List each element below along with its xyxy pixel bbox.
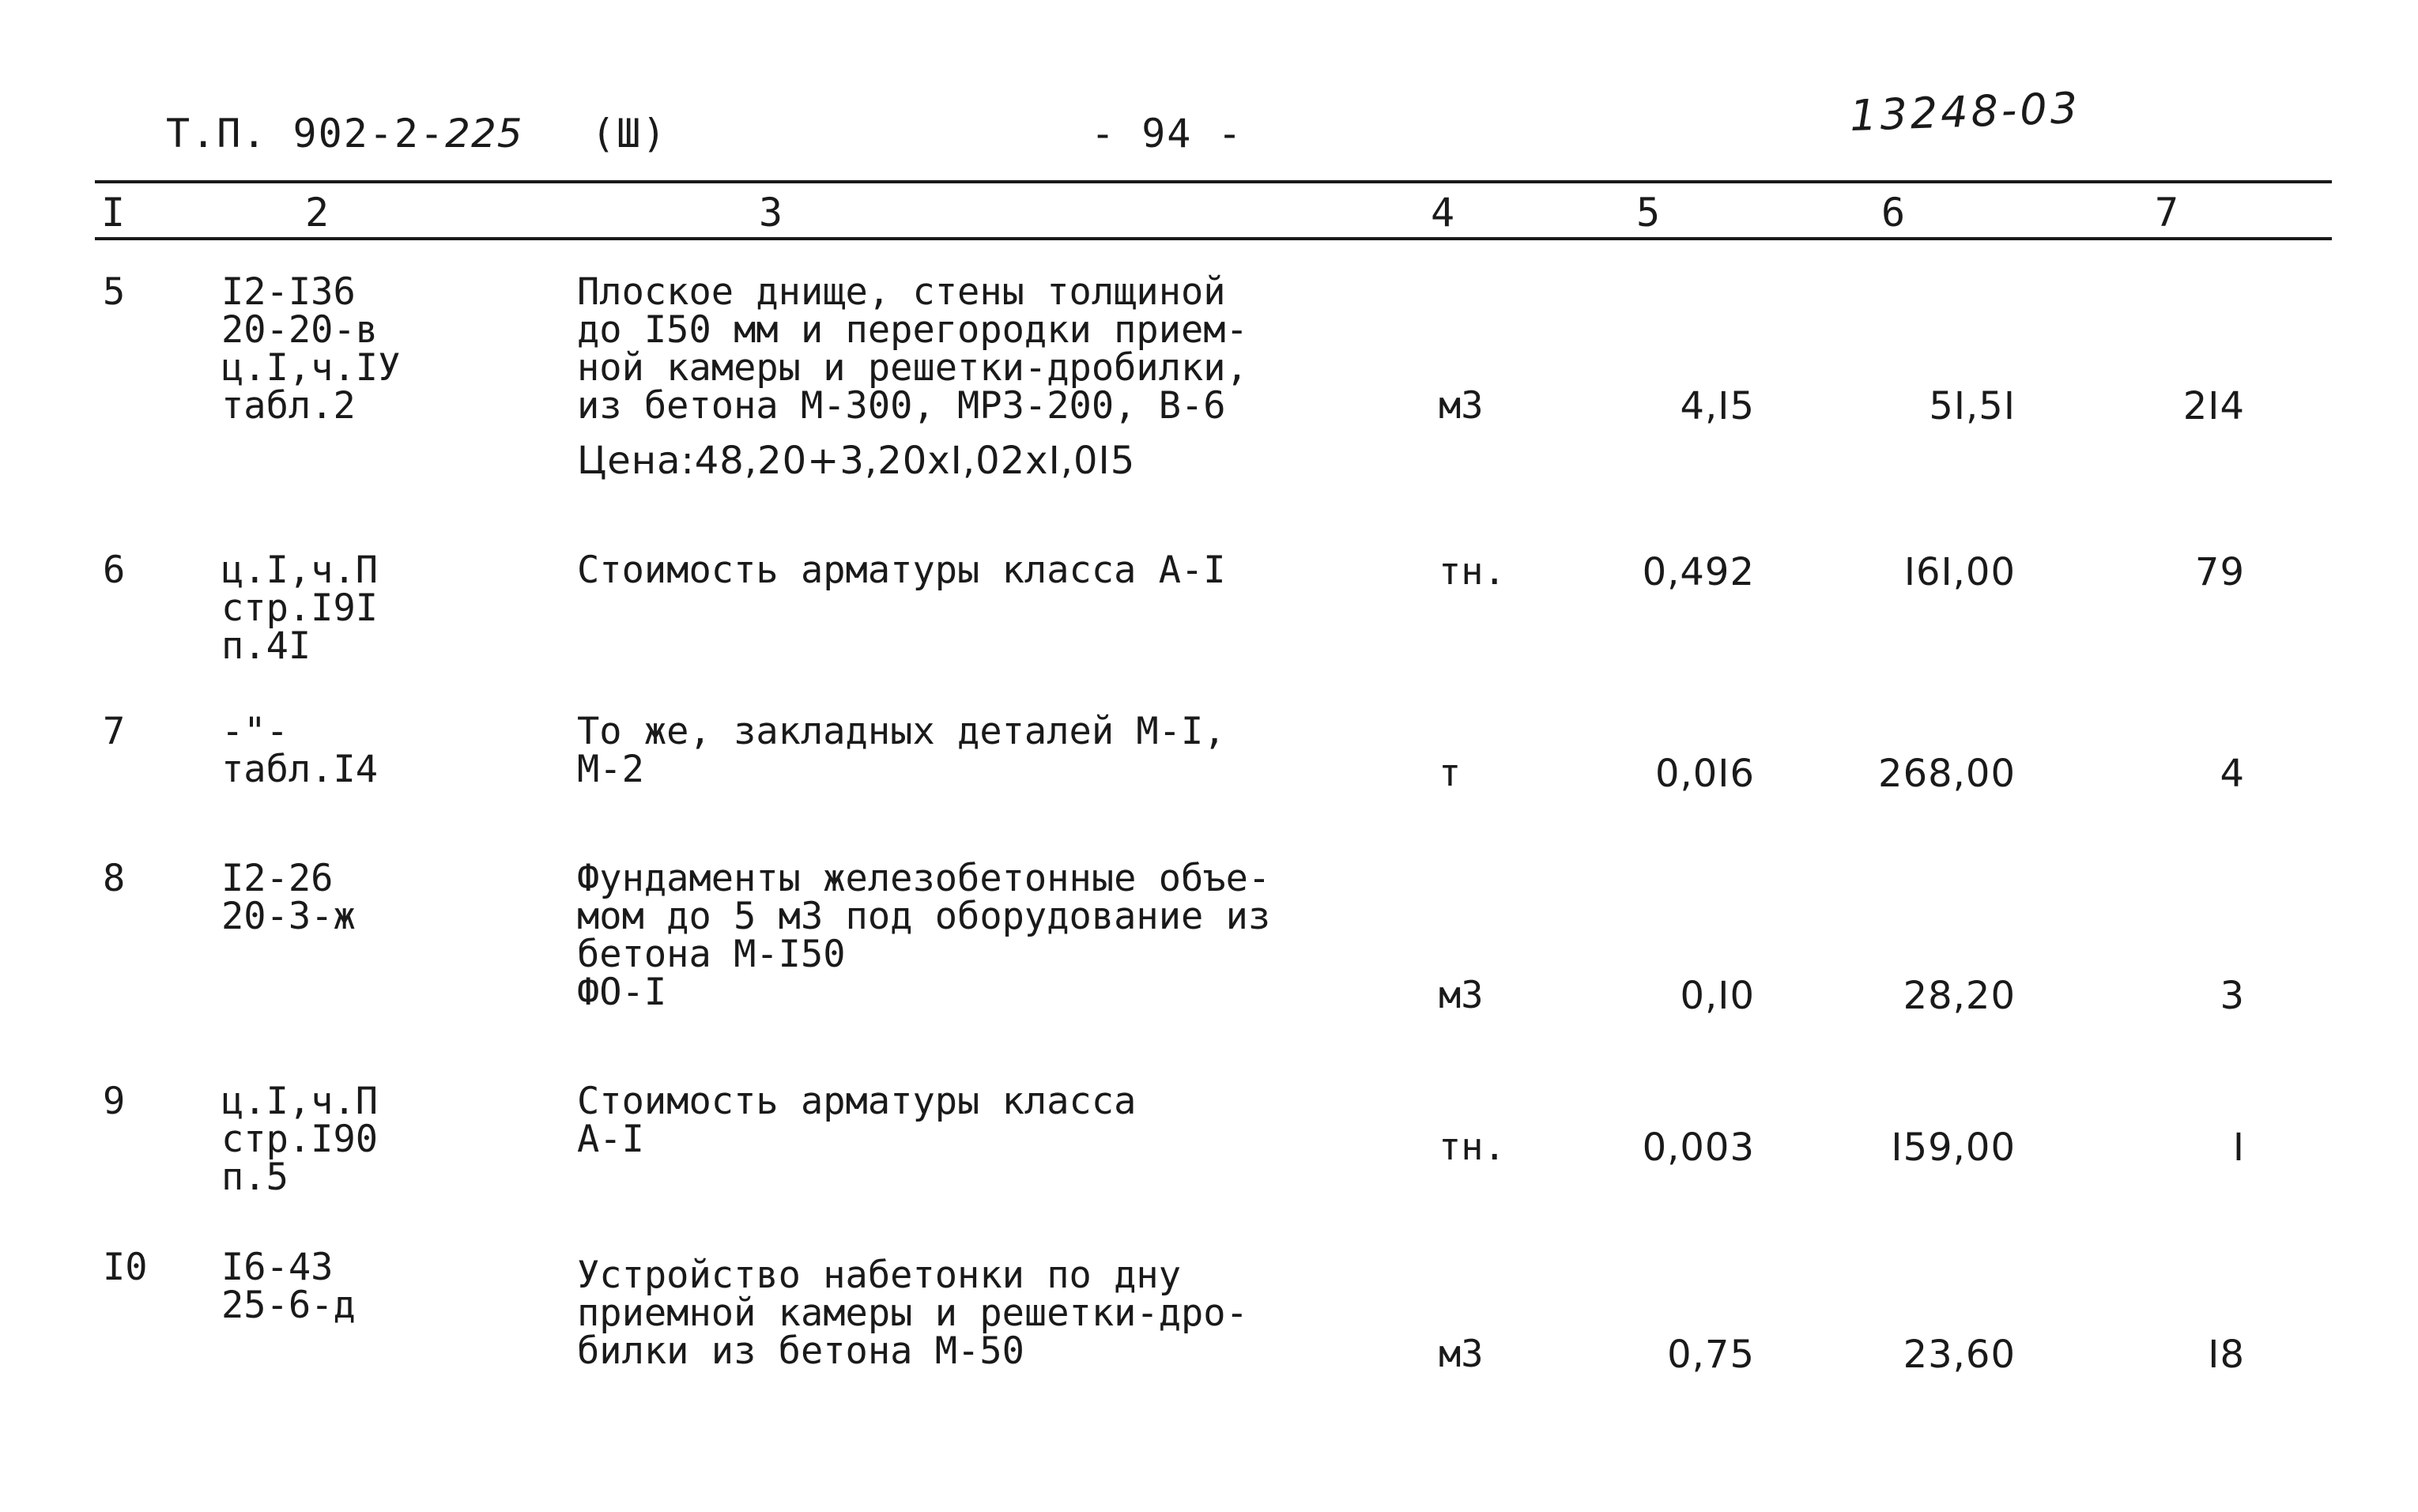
column-number-1: I — [101, 190, 126, 236]
column-number-5: 5 — [1636, 190, 1661, 236]
total-cell: 79 — [2194, 550, 2245, 594]
column-number-2: 2 — [305, 190, 330, 236]
description-cell: Устройство набетонки по дну приемной камеры и решетки-дро- билки из бетона М-50 — [577, 1254, 1248, 1373]
unit-cell: м3 — [1439, 384, 1484, 428]
page-number: - 94 - — [1091, 111, 1243, 156]
total-cell: 4 — [2220, 752, 2245, 796]
unit-price-cell: 5I,5I — [1929, 384, 2016, 428]
description-cell: Стоимость арматуры класса А-I — [577, 549, 1226, 592]
row-number: I0 — [103, 1246, 148, 1289]
project-code — [166, 111, 523, 156]
column-number-4: 4 — [1431, 190, 1455, 236]
unit-price-cell: 268,00 — [1878, 752, 2016, 796]
unit-price-cell: I59,00 — [1891, 1126, 2016, 1170]
unit-cell: тн. — [1439, 550, 1506, 594]
quantity-cell: 0,0I6 — [1654, 752, 1755, 796]
quantity-cell: 0,75 — [1667, 1333, 1755, 1377]
reference-cell: I6-43 25-6-д — [221, 1246, 356, 1327]
description-cell: Фундаменты железобетонные объе- мом до 5 м3 под оборудование из бетона М-I50 ФО-I — [577, 857, 1271, 1014]
price-formula: Цена:48,20+3,20хI,02хI,0I5 — [577, 439, 1136, 483]
column-number-7: 7 — [2155, 190, 2179, 236]
quantity-cell: 4,I5 — [1680, 384, 1755, 428]
quantity-cell: 0,492 — [1642, 550, 1755, 594]
row-number: 5 — [103, 270, 126, 314]
unit-cell: м3 — [1439, 1333, 1484, 1376]
column-number-3: 3 — [759, 190, 783, 236]
row-number: 9 — [103, 1080, 126, 1123]
header-rule-bottom — [95, 237, 2332, 240]
total-cell: I — [2232, 1126, 2245, 1170]
row-number: 6 — [103, 549, 126, 592]
project-code-prefix: Т.П. 902-2- — [166, 111, 446, 156]
unit-price-cell: 23,60 — [1903, 1333, 2016, 1377]
reference-cell: I2-26 20-3-ж — [221, 857, 356, 938]
part-number: (Ш) — [591, 111, 668, 156]
unit-price-cell: 28,20 — [1903, 974, 2016, 1018]
total-cell: I8 — [2208, 1333, 2245, 1377]
description-cell: То же, закладных деталей М-I, М-2 — [577, 710, 1226, 791]
total-cell: 3 — [2220, 974, 2245, 1018]
header-rule-top — [95, 180, 2332, 183]
reference-cell: I2-I36 20-20-в ц.I,ч.IУ табл.2 — [221, 270, 401, 428]
description-cell: Плоское днище, стены толщиной до I50 мм и перегородки прием- ной камеры и решетки-дробилки, из бетона М-300, МРЗ-200, В-6 — [577, 270, 1248, 428]
unit-cell: т — [1439, 752, 1462, 795]
row-number: 8 — [103, 857, 126, 900]
unit-price-cell: I6I,00 — [1903, 550, 2016, 594]
row-number: 7 — [103, 710, 126, 753]
unit-cell: м3 — [1439, 974, 1484, 1017]
unit-cell: тн. — [1439, 1126, 1506, 1169]
description-cell: Стоимость арматуры класса А-I — [577, 1080, 1137, 1161]
reference-cell: ц.I,ч.П стр.I9I п.4I — [221, 549, 379, 668]
reference-cell: ц.I,ч.П стр.I90 п.5 — [221, 1080, 379, 1199]
reference-cell: -"- табл.I4 — [221, 710, 379, 791]
column-number-6: 6 — [1881, 190, 1906, 236]
total-cell: 2I4 — [2182, 384, 2245, 428]
handwritten-code: 13248-03 — [1848, 82, 2081, 141]
project-code-number: 225 — [445, 111, 523, 156]
quantity-cell: 0,003 — [1642, 1126, 1755, 1170]
quantity-cell: 0,I0 — [1680, 974, 1755, 1018]
